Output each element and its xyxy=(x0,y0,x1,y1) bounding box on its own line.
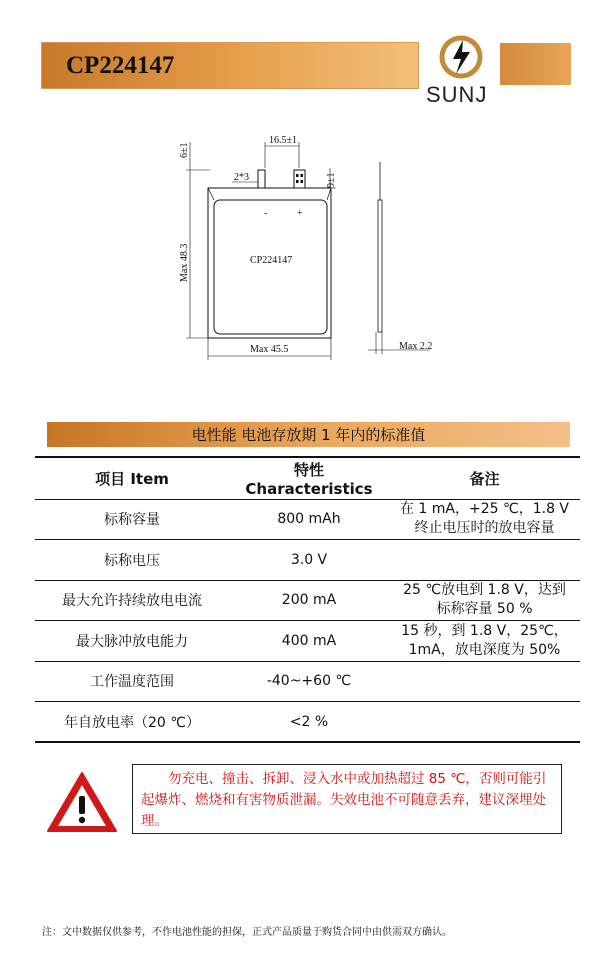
row-note: 25 ℃放电到 1.8 V，达到 标称容量 50 % xyxy=(389,580,580,621)
header-item: 项目 Item xyxy=(35,457,229,499)
sunj-logo xyxy=(422,30,500,108)
row-value: 3.0 V xyxy=(229,540,389,581)
table-row xyxy=(35,621,580,662)
row-note xyxy=(389,540,580,581)
cell-label: CP224147 xyxy=(250,255,293,266)
footnote: 注：文中数据仅供参考，不作电池性能的担保，正式产品质量于购货合同中由供需双方确认。 xyxy=(42,927,452,938)
header-notes: 备注 xyxy=(389,457,580,499)
row-note: 15 秒，到 1.8 V，25℃， 1mA，放电深度为 50% xyxy=(389,621,580,662)
warning-text: 勿充电、撞击、拆卸、浸入水中或加热超过 85 ℃，否则可能引起爆炸、燃烧和有害物质泄漏。失效电池不可随意丢弃，建议深埋处理。 xyxy=(132,764,562,834)
logo-text: SUNJ xyxy=(426,82,488,107)
row-note xyxy=(389,702,580,743)
table-header-row xyxy=(35,457,580,499)
model-title: CP224147 xyxy=(66,52,175,79)
plus-sign: + xyxy=(297,208,303,219)
table-row xyxy=(35,661,580,702)
row-item: 最大允许持续放电电流 xyxy=(35,580,229,621)
battery-dimension-drawing xyxy=(170,130,450,370)
row-note xyxy=(389,661,580,702)
dim-tab-gap: 2*3 xyxy=(234,172,249,183)
header-accent-block xyxy=(500,43,571,85)
row-note: 在 1 mA，+25 ℃，1.8 V 终止电压时的放电容量 xyxy=(389,499,580,540)
row-value: <2 % xyxy=(229,702,389,743)
dim-top-width: 16.5±1 xyxy=(269,135,297,146)
row-item: 年自放电率（20 ℃） xyxy=(35,702,229,743)
row-value: 400 mA xyxy=(229,621,389,662)
header-characteristics: 特性 Characteristics xyxy=(229,457,389,499)
row-item: 工作温度范围 xyxy=(35,661,229,702)
warning-triangle-icon xyxy=(46,770,118,834)
table-row xyxy=(35,580,580,621)
dim-width: Max 45.5 xyxy=(250,344,289,355)
row-value: -40~+60 ℃ xyxy=(229,661,389,702)
table-row xyxy=(35,702,580,743)
row-item: 标称容量 xyxy=(35,499,229,540)
dim-tab-height: 6±1 xyxy=(179,142,190,158)
row-value: 800 mAh xyxy=(229,499,389,540)
row-item: 最大脉冲放电能力 xyxy=(35,621,229,662)
table-row xyxy=(35,499,580,540)
spec-table xyxy=(35,456,580,743)
row-item: 标称电压 xyxy=(35,540,229,581)
row-value: 200 mA xyxy=(229,580,389,621)
table-row xyxy=(35,540,580,581)
dim-tab-offset: 9±1 xyxy=(326,172,337,188)
dim-height: Max 48.3 xyxy=(179,243,190,282)
dim-thickness: Max 2.2 xyxy=(399,341,433,352)
section-title: 电性能 电池存放期 1 年内的标准值 xyxy=(191,426,426,444)
minus-sign: - xyxy=(264,208,268,219)
